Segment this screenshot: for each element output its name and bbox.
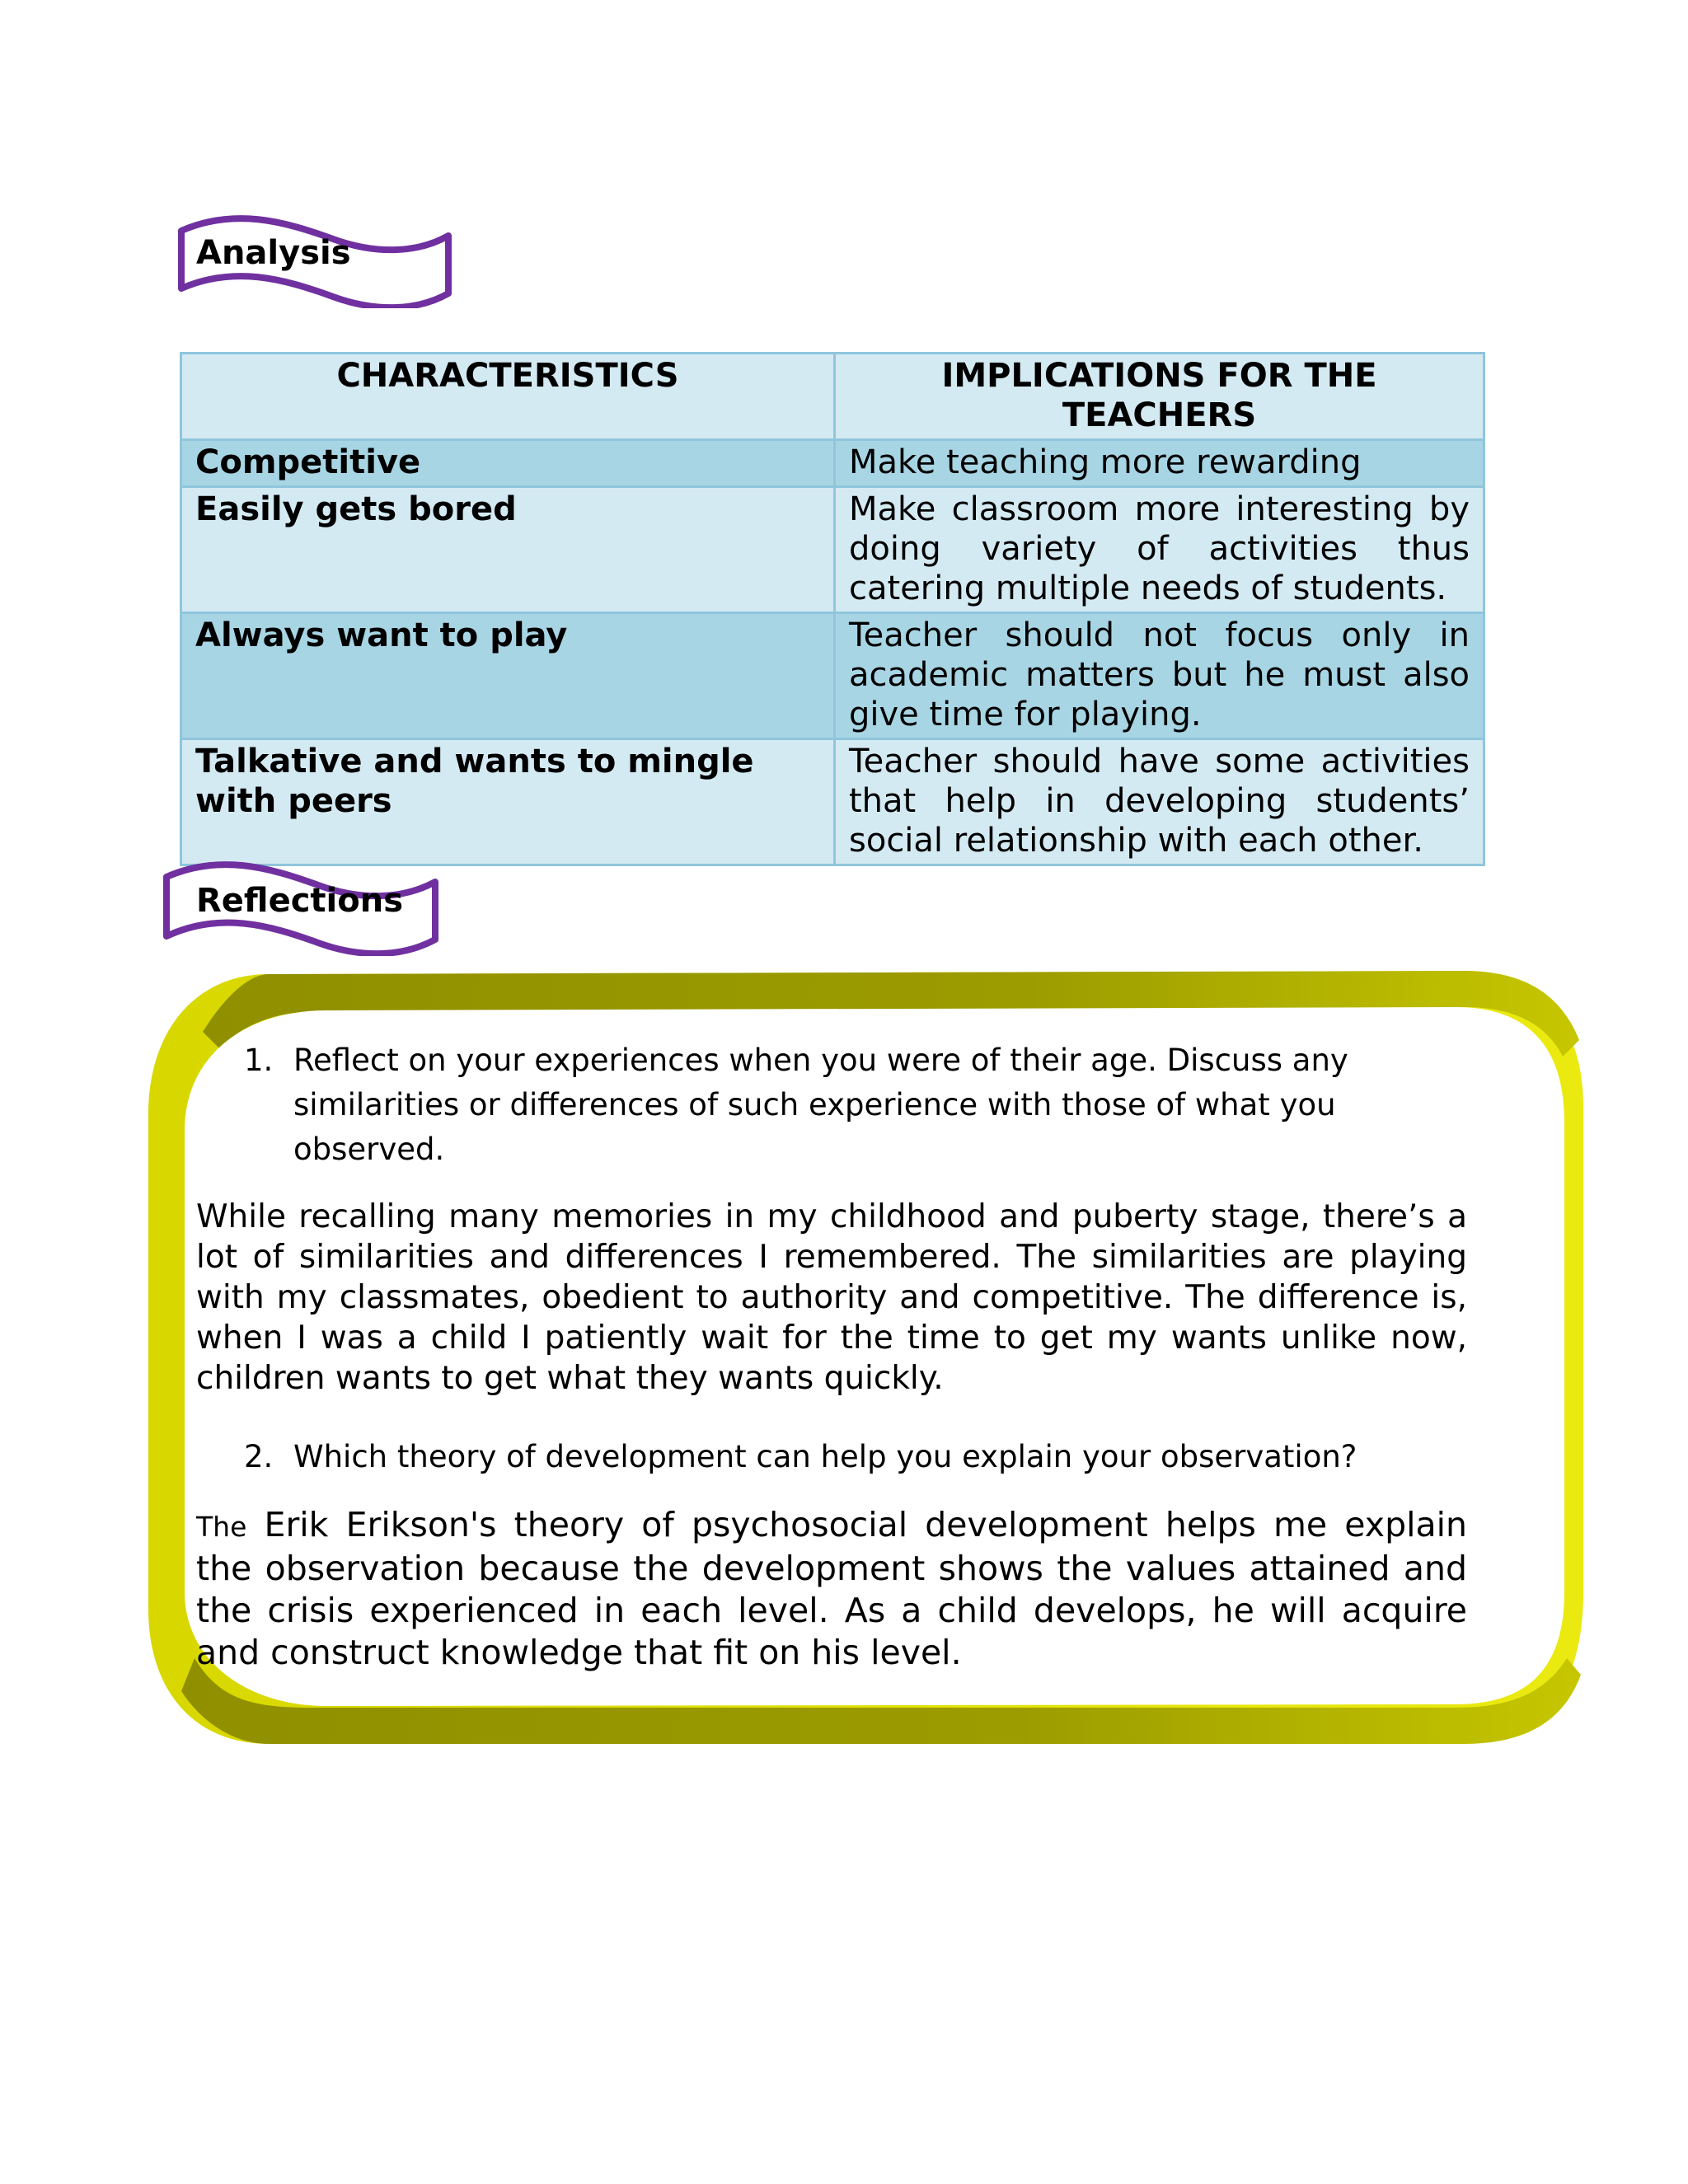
- implication-cell: Make classroom more interesting by doing variety of activities thus catering multiple needs of students.: [835, 487, 1484, 613]
- implication-cell: Teacher should not focus only in academic matters but he must also give time for playing.: [835, 613, 1484, 739]
- characteristic-cell: Always want to play: [181, 613, 835, 739]
- reflections-label: Reflections: [196, 882, 404, 920]
- question-number: 2.: [244, 1439, 274, 1474]
- answer-lead-word: The: [196, 1511, 247, 1543]
- table-header-row: [181, 354, 1484, 440]
- characteristics-table: [180, 352, 1485, 866]
- implication-cell: Teacher should have some activities that help in developing students’ social relationship with each other.: [835, 739, 1484, 865]
- answer-1: While recalling many memories in my childhood and puberty stage, there’s a lot of similarities and differences I remembered. The similarities are playing with my classmates, obedient to authority and competitive. The difference is, when I was a child I patiently wait for the time to get my wants unlike now, children wants to get what they wants quickly.: [196, 1198, 1467, 1397]
- question-1: [244, 1038, 1467, 1172]
- reflections-content: [196, 1038, 1467, 1674]
- question-number: 1.: [244, 1043, 274, 1078]
- header-implications: IMPLICATIONS FOR THE TEACHERS: [835, 354, 1484, 440]
- header-characteristics: CHARACTERISTICS: [181, 354, 835, 440]
- implication-cell: Make teaching more rewarding: [835, 440, 1484, 487]
- question-2: [244, 1435, 1467, 1479]
- question-text: Reflect on your experiences when you were of their age. Discuss any similarities or differences of such experience with those of what you observed.: [293, 1043, 1348, 1167]
- table-row: [181, 440, 1484, 487]
- characteristic-cell: Talkative and wants to mingle with peers: [181, 739, 835, 865]
- table-row: [181, 739, 1484, 865]
- characteristic-cell: Easily gets bored: [181, 487, 835, 613]
- analysis-banner: [176, 213, 453, 308]
- answer-2: [196, 1504, 1467, 1674]
- table-row: [181, 613, 1484, 739]
- table-row: [181, 487, 1484, 613]
- question-text: Which theory of development can help you explain your observation?: [293, 1439, 1357, 1474]
- characteristic-cell: Competitive: [181, 440, 835, 487]
- analysis-label: Analysis: [196, 234, 351, 272]
- answer-text: Erik Erikson's theory of psychosocial development helps me explain the observation because the development shows the values attained and the crisis experienced in each level. As a child develops, he will acquire and construct knowledge that fit on his level.: [196, 1505, 1467, 1672]
- reflections-banner: [162, 859, 440, 956]
